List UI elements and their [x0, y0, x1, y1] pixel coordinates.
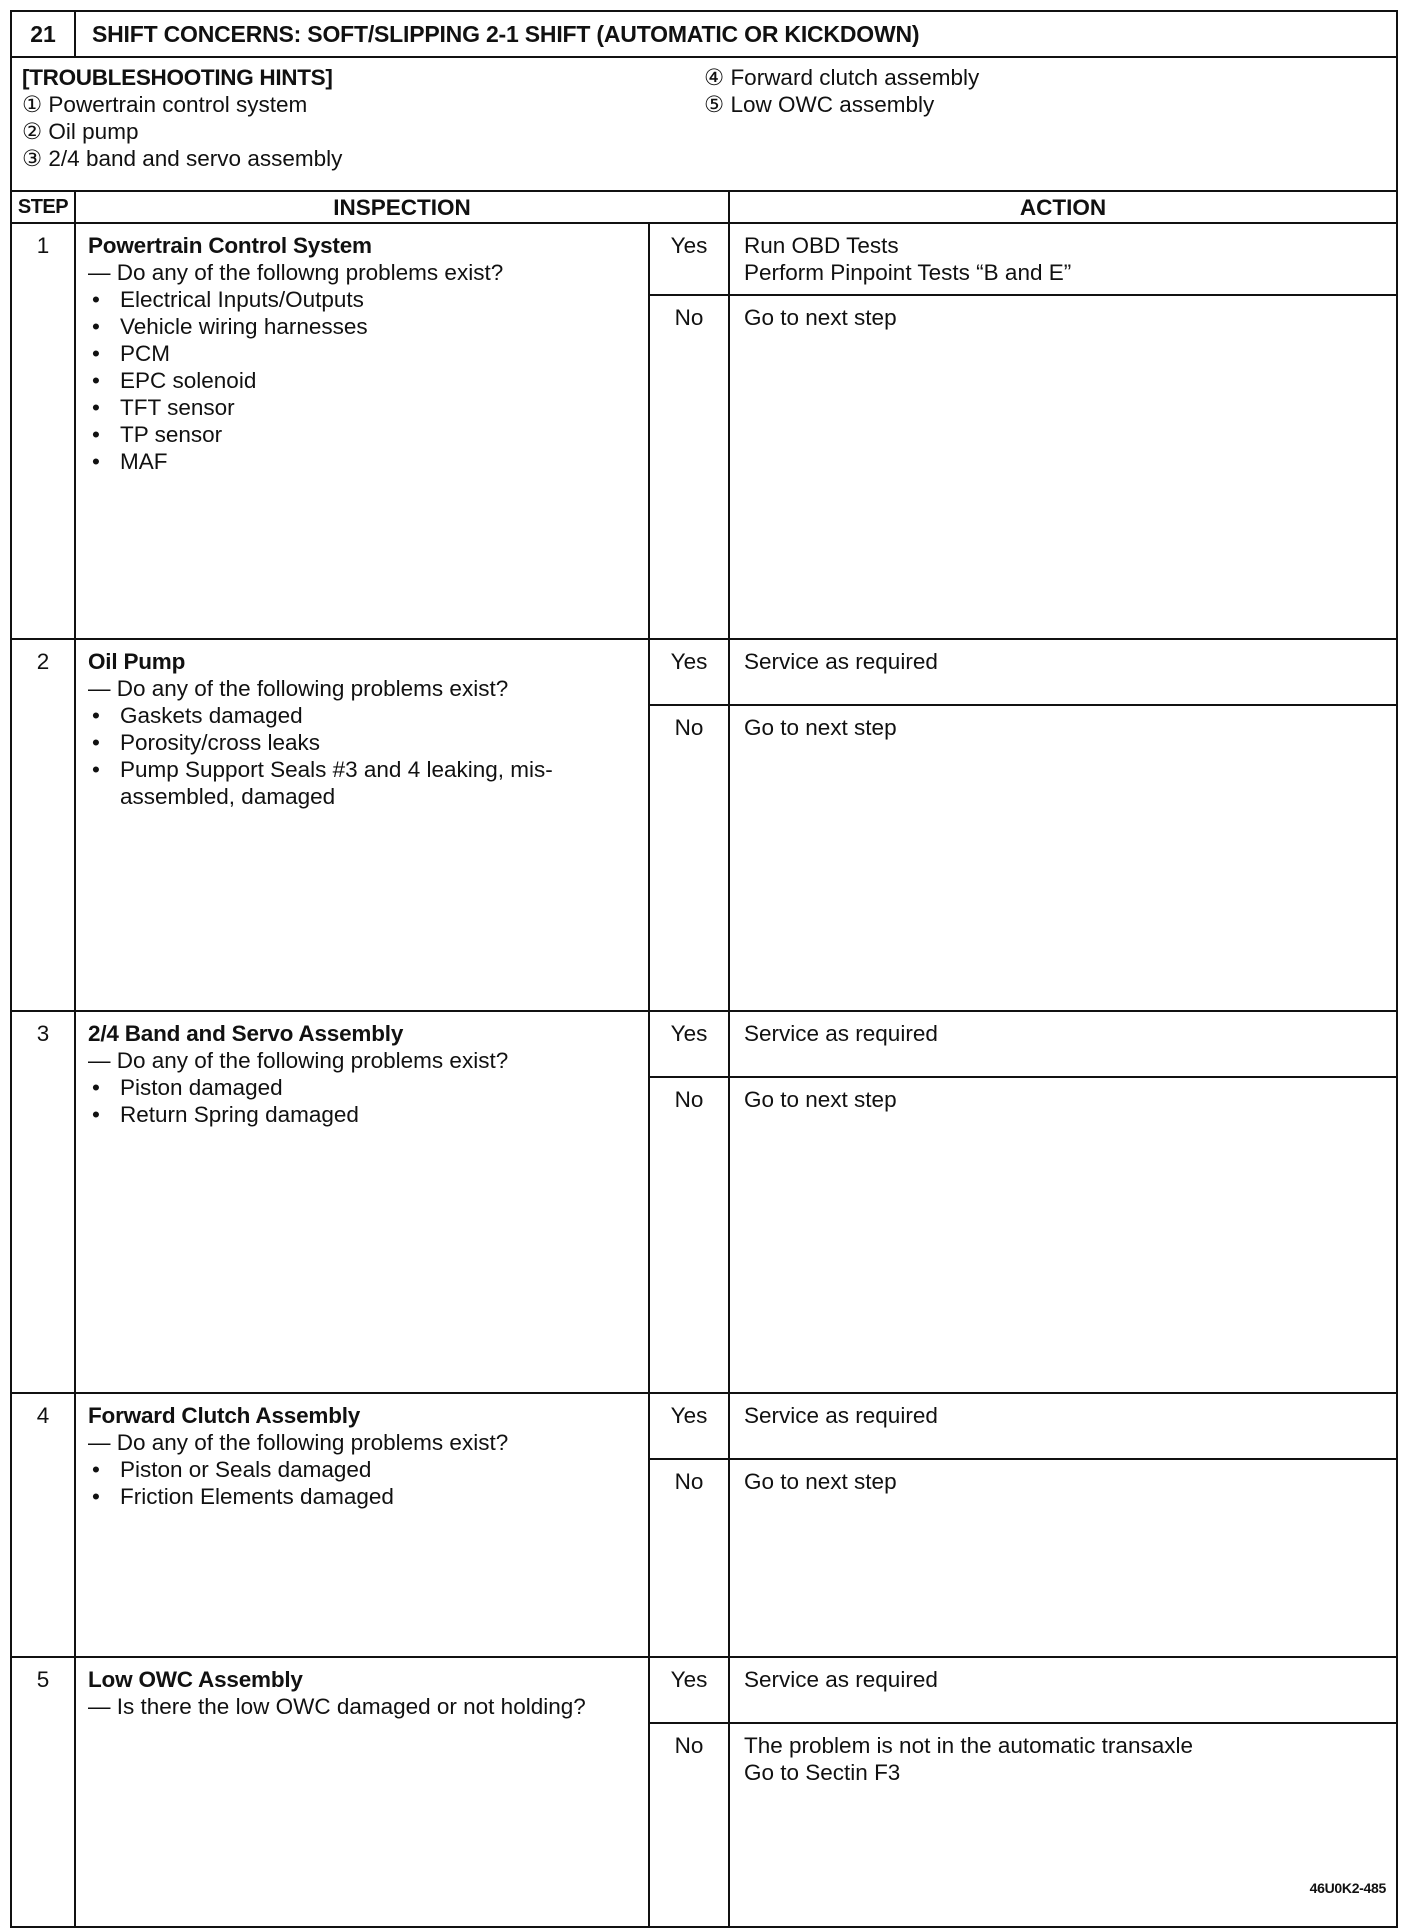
no-action [729, 705, 1397, 1011]
no-label: No [649, 295, 729, 639]
yes-action [729, 639, 1397, 705]
hint-item: ① Powertrain control system [22, 92, 308, 117]
figure-code: 46U0K2-485 [1309, 1880, 1386, 1896]
bullet-icon: • [92, 341, 100, 366]
inspection-title: Oil Pump [88, 649, 186, 674]
no-action [729, 1077, 1397, 1393]
bullet-text: Electrical Inputs/Outputs [120, 287, 364, 312]
step-inspection [75, 1657, 649, 1927]
action-line: Service as required [744, 1403, 938, 1428]
yes-action [729, 223, 1397, 295]
yes-action [729, 1657, 1397, 1723]
action-line: Go to next step [744, 1469, 897, 1494]
bullet-icon: • [92, 1102, 100, 1127]
inspection-title: Low OWC Assembly [88, 1667, 303, 1692]
column-header-step: STEP [11, 191, 75, 223]
no-label: No [649, 1077, 729, 1393]
bullet-icon: • [92, 757, 100, 782]
bullet-icon: • [92, 287, 100, 312]
bullet-icon: • [92, 703, 100, 728]
step-number: 4 [11, 1393, 75, 1657]
bullet-icon: • [92, 1075, 100, 1100]
inspection-bullet [88, 1074, 636, 1101]
yes-label: Yes [649, 223, 729, 295]
bullet-text: Gaskets damaged [120, 703, 303, 728]
inspection-bullet [88, 313, 636, 340]
step-inspection [75, 639, 649, 1011]
yes-action [729, 1393, 1397, 1459]
troubleshooting-hints [11, 57, 1397, 191]
bullet-text: Friction Elements damaged [120, 1484, 394, 1509]
inspection-bullet [88, 367, 636, 394]
inspection-bullet [88, 448, 636, 475]
bullet-text: Pump Support Seals #3 and 4 leaking, mis-assembled, damaged [120, 757, 553, 809]
inspection-bullet [88, 286, 636, 313]
yes-label: Yes [649, 1393, 729, 1459]
inspection-bullet [88, 394, 636, 421]
inspection-bullet [88, 1483, 636, 1510]
inspection-title: 2/4 Band and Servo Assembly [88, 1021, 404, 1046]
steps-body [11, 223, 1397, 1927]
troubleshooting-table [10, 10, 1398, 1928]
bullet-icon: • [92, 1484, 100, 1509]
step-inspection [75, 1011, 649, 1393]
column-header-inspection: INSPECTION [75, 191, 729, 223]
bullet-text: Piston damaged [120, 1075, 283, 1100]
bullet-text: EPC solenoid [120, 368, 257, 393]
inspection-bullet [88, 340, 636, 367]
yes-label: Yes [649, 1657, 729, 1723]
no-action [729, 1723, 1397, 1927]
yes-label: Yes [649, 1011, 729, 1077]
hints-heading: [TROUBLESHOOTING HINTS] [22, 65, 333, 90]
step-inspection [75, 223, 649, 639]
yes-action [729, 1011, 1397, 1077]
action-line: Run OBD Tests [744, 233, 899, 258]
bullet-text: Return Spring damaged [120, 1102, 359, 1127]
step-number: 3 [11, 1011, 75, 1393]
action-line: Go to Sectin F3 [744, 1760, 901, 1785]
bullet-text: Vehicle wiring harnesses [120, 314, 368, 339]
troubleshooting-sheet [10, 10, 1396, 1900]
step-number: 2 [11, 639, 75, 1011]
bullet-text: TP sensor [120, 422, 223, 447]
inspection-question: — Do any of the following problems exist? [88, 1048, 509, 1073]
bullet-icon: • [92, 449, 100, 474]
inspection-bullet [88, 421, 636, 448]
inspection-bullet [88, 729, 636, 756]
column-header-action: ACTION [729, 191, 1397, 223]
bullet-icon: • [92, 730, 100, 755]
hints-right-list [704, 64, 1386, 172]
step-inspection [75, 1393, 649, 1657]
inspection-bullet [88, 1101, 636, 1128]
action-line: Go to next step [744, 715, 897, 740]
bullet-text: MAF [120, 449, 168, 474]
step-number: 1 [11, 223, 75, 639]
hint-item: ⑤ Low OWC assembly [704, 92, 935, 117]
action-line: Go to next step [744, 1087, 897, 1112]
action-line: Service as required [744, 649, 938, 674]
step-row [11, 639, 1397, 705]
action-line: Service as required [744, 1021, 938, 1046]
no-action [729, 295, 1397, 639]
inspection-question: — Is there the low OWC damaged or not holding? [88, 1694, 586, 1719]
action-line: The problem is not in the automatic transaxle [744, 1733, 1193, 1758]
no-label: No [649, 705, 729, 1011]
step-row [11, 223, 1397, 295]
action-line: Go to next step [744, 305, 897, 330]
action-line: Perform Pinpoint Tests “B and E” [744, 260, 1072, 285]
inspection-question: — Do any of the following problems exist? [88, 676, 509, 701]
hint-item: ③ 2/4 band and servo assembly [22, 146, 343, 171]
bullet-icon: • [92, 368, 100, 393]
hints-left-list [22, 91, 704, 172]
yes-label: Yes [649, 639, 729, 705]
step-row [11, 1657, 1397, 1723]
inspection-bullet [88, 702, 636, 729]
hint-item: ④ Forward clutch assembly [704, 65, 980, 90]
inspection-question: — Do any of the followng problems exist? [88, 260, 504, 285]
concern-number: 21 [11, 11, 75, 57]
bullet-icon: • [92, 395, 100, 420]
inspection-bullet [88, 1456, 636, 1483]
inspection-question: — Do any of the following problems exist? [88, 1430, 509, 1455]
hint-item: ② Oil pump [22, 119, 139, 144]
step-row [11, 1393, 1397, 1459]
action-line: Service as required [744, 1667, 938, 1692]
inspection-title: Powertrain Control System [88, 233, 372, 258]
bullet-text: PCM [120, 341, 170, 366]
bullet-text: Porosity/cross leaks [120, 730, 321, 755]
bullet-icon: • [92, 422, 100, 447]
no-action [729, 1459, 1397, 1657]
inspection-title: Forward Clutch Assembly [88, 1403, 361, 1428]
step-row [11, 1011, 1397, 1077]
no-label: No [649, 1723, 729, 1927]
bullet-text: Piston or Seals damaged [120, 1457, 372, 1482]
no-label: No [649, 1459, 729, 1657]
bullet-icon: • [92, 1457, 100, 1482]
bullet-text: TFT sensor [120, 395, 235, 420]
concern-title: SHIFT CONCERNS: SOFT/SLIPPING 2-1 SHIFT (AUTOMATIC OR KICKDOWN) [75, 11, 1397, 57]
bullet-icon: • [92, 314, 100, 339]
step-number: 5 [11, 1657, 75, 1927]
inspection-bullet [88, 756, 636, 810]
